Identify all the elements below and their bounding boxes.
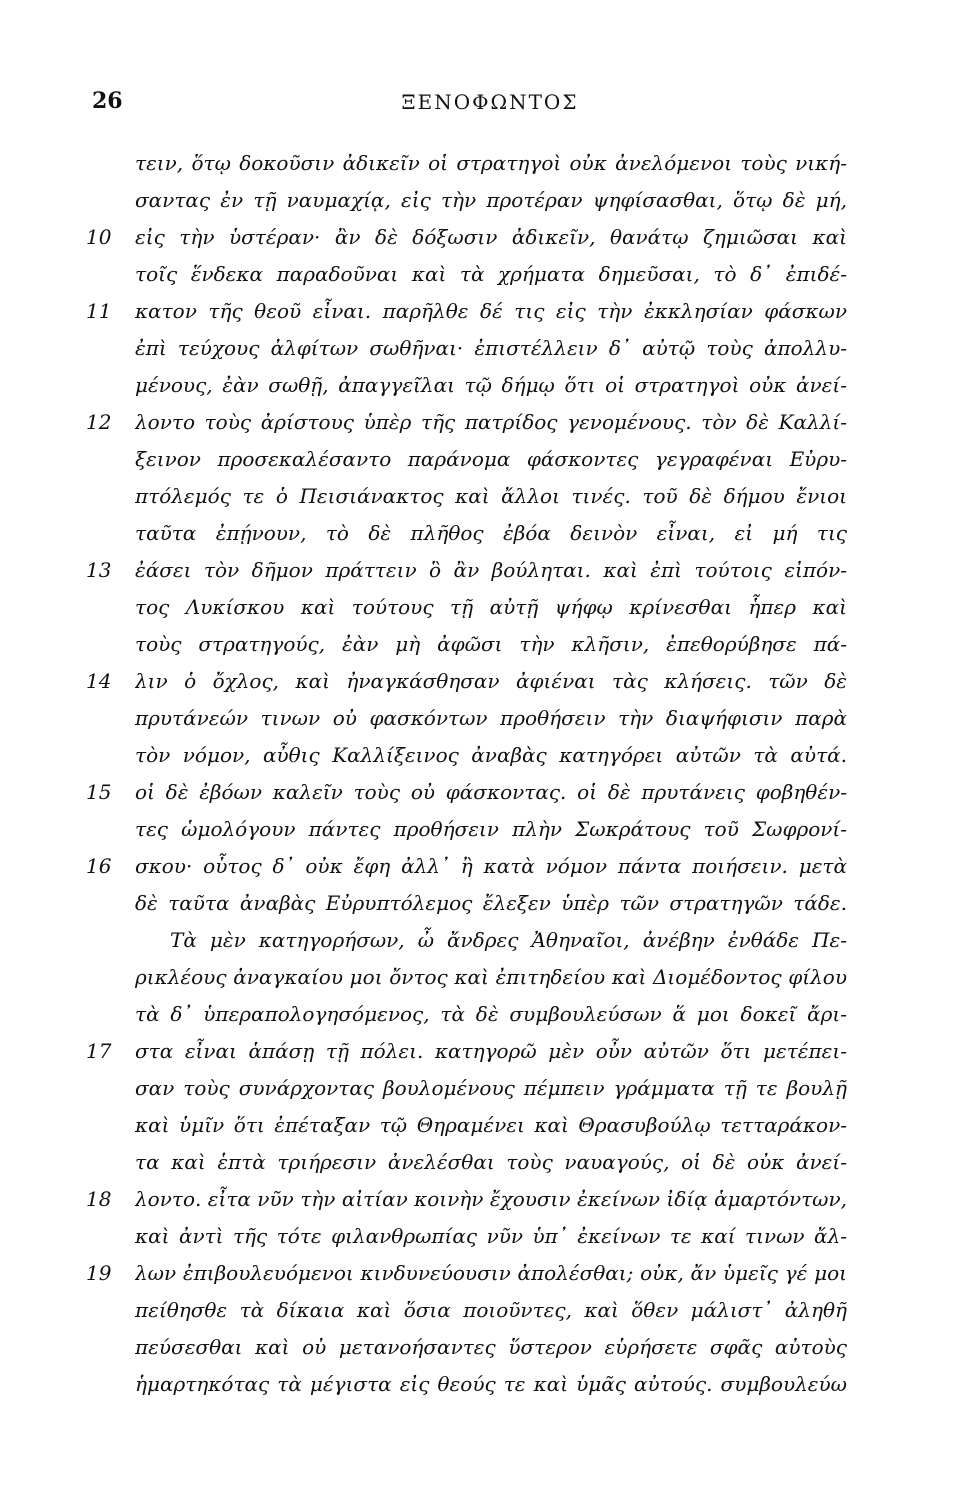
text-line [0,1144,980,1181]
text-line [0,1366,980,1403]
text-line [0,256,980,293]
line-text: τὰ δ᾽ ὑπεραπολογησόμενος, τὰ δὲ συμβουλεύσων ἅ μοι δοκεῖ ἄρι- [135,1002,847,1026]
line-text: τος Λυκίσκου καὶ τούτους τῇ αὐτῇ ψήφῳ κρίνεσθαι ἧπερ καὶ [135,595,847,619]
line-number: 15 [86,780,112,804]
line-text: ξεινον προσεκαλέσαντο παράνομα φάσκοντες γεγραφέναι Εὐρυ- [135,447,847,471]
line-text: ἡμαρτηκότας τὰ μέγιστα εἰς θεούς τε καὶ ὑμᾶς αὐτούς. συμβουλεύω [135,1372,847,1396]
text-line [0,848,980,885]
line-text: τα καὶ ἑπτὰ τριήρεσιν ἀνελέσθαι τοὺς ναυαγούς, οἱ δὲ οὐκ ἀνεί- [135,1150,847,1174]
main-text [0,145,980,1403]
line-text: πεύσεσθαι καὶ οὐ μετανοήσαντες ὕστερον εὑρήσετε σφᾶς αὐτοὺς [135,1335,847,1359]
text-line [0,441,980,478]
text-line [0,996,980,1033]
line-number: 19 [86,1261,112,1285]
line-text: ταῦτα ἐπῄνουν, τὸ δὲ πλῆθος ἐβόα δεινὸν εἶναι, εἰ μή τις [135,521,847,545]
text-line [0,1181,980,1218]
line-text: στα εἶναι ἁπάσῃ τῇ πόλει. κατηγορῶ μὲν οὖν αὐτῶν ὅτι μετέπει- [135,1039,847,1063]
line-number: 13 [86,558,112,582]
line-text: τες ὡμολόγουν πάντες προθήσειν πλὴν Σωκράτους τοῦ Σωφρονί- [135,817,847,841]
line-text: εἰς τὴν ὑστέραν· ἂν δὲ δόξωσιν ἀδικεῖν, θανάτῳ ζημιῶσαι καὶ [135,225,847,249]
line-text: λων ἐπιβουλευόμενοι κινδυνεύουσιν ἀπολέσθαι; οὐκ, ἄν ὑμεῖς γέ μοι [135,1261,847,1285]
line-number: 18 [86,1187,112,1211]
line-text: τοὺς στρατηγούς, ἐὰν μὴ ἀφῶσι τὴν κλῆσιν, ἐπεθορύβησε πά- [135,632,847,656]
line-text: πρυτάνεών τινων οὐ φασκόντων προθήσειν τὴν διαψήφισιν παρὰ [135,706,847,730]
line-number: 17 [86,1039,112,1063]
line-text: δὲ ταῦτα ἀναβὰς Εὐρυπτόλεμος ἔλεξεν ὑπὲρ τῶν στρατηγῶν τάδε. [135,891,847,915]
line-text: πτόλεμός τε ὁ Πεισιάνακτος καὶ ἄλλοι τινές. τοῦ δὲ δήμου ἔνιοι [135,484,847,508]
text-line [0,1107,980,1144]
text-line [0,589,980,626]
text-line [0,922,980,959]
line-text: ἐάσει τὸν δῆμον πράττειν ὃ ἂν βούληται. καὶ ἐπὶ τούτοις εἰπόν- [135,558,847,582]
text-line [0,811,980,848]
line-text: λοντο. εἶτα νῦν τὴν αἰτίαν κοινὴν ἔχουσιν ἐκείνων ἰδίᾳ ἁμαρτόντων, [135,1187,847,1211]
line-text: τοῖς ἕνδεκα παραδοῦναι καὶ τὰ χρήματα δημεῦσαι, τὸ δ᾽ ἐπιδέ- [135,262,847,286]
line-number: 16 [86,854,112,878]
text-line [0,182,980,219]
text-line [0,1329,980,1366]
text-line [0,663,980,700]
text-line [0,1255,980,1292]
line-text: τειν, ὅτῳ δοκοῦσιν ἀδικεῖν οἱ στρατηγοὶ οὐκ ἀνελόμενοι τοὺς νική- [135,151,847,175]
line-text: λιν ὁ ὄχλος, καὶ ἠναγκάσθησαν ἀφιέναι τὰς κλήσεις. τῶν δὲ [135,669,847,693]
text-line [0,959,980,996]
line-text: καὶ ὑμῖν ὅτι ἐπέταξαν τῷ Θηραμένει καὶ Θρασυβούλῳ τετταράκον- [135,1113,847,1137]
line-text: ἐπὶ τεύχους ἀλφίτων σωθῆναι· ἐπιστέλλειν δ᾽ αὐτῷ τοὺς ἀπολλυ- [135,336,847,360]
text-line [0,145,980,182]
text-line [0,626,980,663]
line-text: ρικλέους ἀναγκαίου μοι ὄντος καὶ ἐπιτηδείου καὶ Διομέδοντος φίλου [135,965,847,989]
text-line [0,330,980,367]
line-text: λοντο τοὺς ἀρίστους ὑπὲρ τῆς πατρίδος γενομένους. τὸν δὲ Καλλί- [135,410,847,434]
text-line [0,1033,980,1070]
line-text: μένους, ἐὰν σωθῇ, ἀπαγγεῖλαι τῷ δήμῳ ὅτι οἱ στρατηγοὶ οὐκ ἀνεί- [135,373,847,397]
line-text: σκου· οὗτος δ᾽ οὐκ ἔφη ἀλλ᾽ ἢ κατὰ νόμον πάντα ποιήσειν. μετὰ [135,854,847,878]
text-line [0,1218,980,1255]
line-number: 12 [86,410,112,434]
text-line [0,700,980,737]
line-number: 14 [86,669,112,693]
line-text: πείθησθε τὰ δίκαια καὶ ὅσια ποιοῦντες, καὶ ὅθεν μάλιστ᾽ ἀληθῆ [135,1298,847,1322]
line-text: οἱ δὲ ἐβόων καλεῖν τοὺς οὐ φάσκοντας. οἱ δὲ πρυτάνεις φοβηθέν- [135,780,847,804]
line-number: 10 [86,225,112,249]
running-head: ΞΕΝΟΦΩΝΤΟΣ [401,90,579,114]
line-text: σαν τοὺς συνάρχοντας βουλομένους πέμπειν γράμματα τῇ τε βουλῇ [135,1076,847,1100]
line-text: καὶ ἀντὶ τῆς τότε φιλανθρωπίας νῦν ὑπ᾽ ἐκείνων τε καί τινων ἄλ- [135,1224,847,1248]
line-text: τὸν νόμον, αὖθις Καλλίξεινος ἀναβὰς κατηγόρει αὐτῶν τὰ αὐτά. [135,743,847,767]
text-line [0,1070,980,1107]
text-line [0,552,980,589]
page-number: 26 [92,88,123,114]
text-line [0,774,980,811]
text-line [0,1292,980,1329]
text-line [0,737,980,774]
line-text: κατον τῆς θεοῦ εἶναι. παρῆλθε δέ τις εἰς τὴν ἐκκλησίαν φάσκων [135,299,847,323]
text-line [0,293,980,330]
line-text: Τὰ μὲν κατηγορήσων, ὦ ἄνδρες Ἀθηναῖοι, ἀνέβην ἐνθάδε Πε- [170,928,847,952]
text-line [0,885,980,922]
text-line [0,515,980,552]
text-line [0,478,980,515]
text-line [0,367,980,404]
text-line [0,219,980,256]
text-line [0,404,980,441]
line-number: 11 [86,299,112,323]
line-text: σαντας ἐν τῇ ναυμαχίᾳ, εἰς τὴν προτέραν ψηφίσασθαι, ὅτῳ δὲ μή, [135,188,847,212]
